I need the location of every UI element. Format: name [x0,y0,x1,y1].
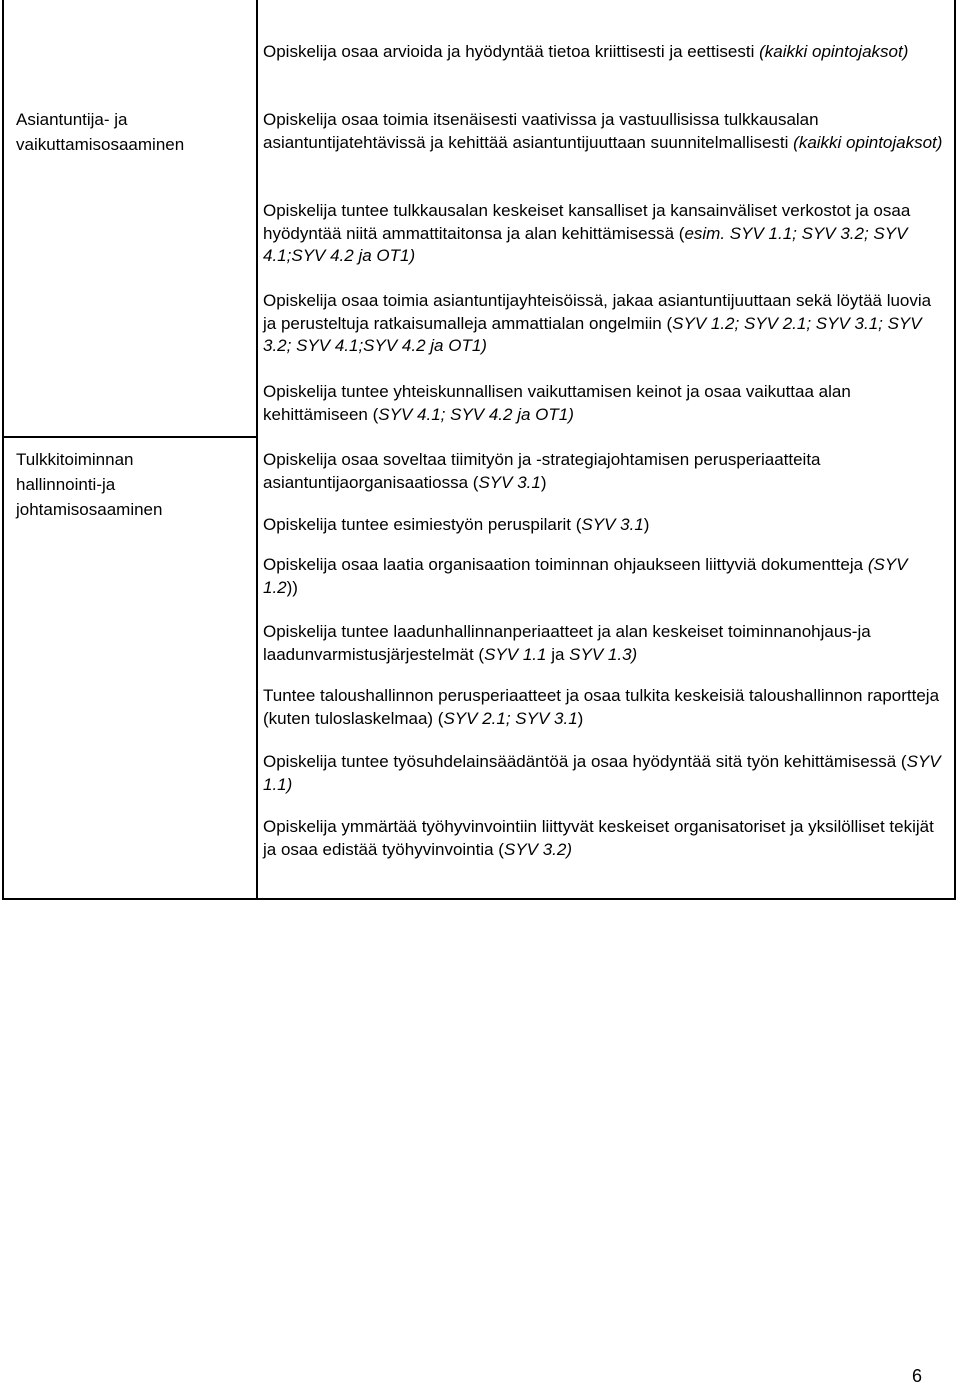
outcome-item [263,200,943,268]
outcome-text: Opiskelija tuntee työsuhdelainsäädäntöä ja osaa hyödyntää sitä työn kehittämisessä ( [263,752,907,771]
outcome-tail: ) [577,708,584,728]
outcome-text: Tuntee taloushallinnon perusperiaatteet ja osaa tulkita keskeisiä taloushallinnon raportteja (kuten tuloslaskelmaa) ( [263,686,940,728]
outcome-item [263,449,943,494]
row-label-line: vaikuttamisosaaminen [16,135,185,154]
outcome-item [263,109,943,154]
outcome-text: ja [546,644,570,664]
row-label-line: Asiantuntija- ja [16,110,128,129]
row-label-line: hallinnointi-ja [16,475,116,494]
outcome-text: Opiskelija tuntee esimiestyön peruspilarit ( [263,515,582,534]
row-divider [4,436,256,438]
outcome-item [263,751,943,796]
outcome-reference: SYV 3.1 [478,472,541,492]
outcome-text: Opiskelija osaa arvioida ja hyödyntää tietoa kriittisesti ja eettisesti [263,42,760,61]
outcome-text: Opiskelija osaa laatia organisaation toiminnan ohjaukseen liittyviä dokumentteja [263,555,868,574]
row-label-line: johtamisosaaminen [16,500,163,519]
column-divider [256,0,258,898]
outcome-reference: SYV 1.1 [484,644,547,664]
outcome-item [263,41,943,64]
outcome-item [263,381,943,426]
outcome-reference: SYV 3.2) [503,839,573,859]
page-number: 6 [912,1366,923,1386]
outcome-text: Opiskelija osaa toimia itsenäisesti vaativissa ja vastuullisissa tulkkausalan asiantuntijatehtävissä ja kehittää asiantuntijuuttaan suunnitelmallisesti [263,110,819,152]
outcome-reference: (kaikki opintojaksot) [793,132,943,152]
outcome-reference: SYV 3.1 [581,515,644,534]
row-label-line: Tulkkitoiminnan [16,450,134,469]
outcome-item [263,290,943,358]
outcome-item [263,621,943,666]
outcome-item [263,514,943,537]
row-label-tulkkitoiminta [16,447,162,522]
outcome-text: Opiskelija tuntee laadunhallinnanperiaatteet ja alan keskeiset toiminnanohjaus-ja laadunvarmistusjärjestelmät ( [263,622,871,664]
outcome-item [263,554,943,599]
outcome-reference: (SYV 1.2 [263,555,908,597]
outcome-reference: esim. SYV 1.1; SYV 3.2; SYV 4.1;SYV 4.2 ja OT1) [263,223,908,265]
outcome-tail: )) [286,577,298,597]
outcome-text: Opiskelija osaa soveltaa tiimityön ja -strategiajohtamisen perusperiaatteita asiantuntijaorganisaatiossa ( [263,450,821,492]
outcome-item [263,685,943,730]
outcome-text: Opiskelija tuntee tulkkausalan keskeiset kansalliset ja kansainväliset verkostot ja osaa hyödyntää niitä ammattitaitonsa ja alan kehittämisessä ( [263,201,911,243]
outcome-reference: SYV 2.1; SYV 3.1 [443,708,578,728]
outcome-reference: (kaikki opintojaksot) [759,42,909,61]
outcome-text: Opiskelija osaa toimia asiantuntijayhteisöissä, jakaa asiantuntijuuttaan sekä löytää luovia ja perusteltuja ratkaisumalleja ammattialan ongelmiin ( [263,291,932,333]
row-label-asiantuntija [16,107,184,157]
outcome-reference: SYV 1.3) [569,644,638,664]
outcome-text: Opiskelija ymmärtää työhyvinvointiin liittyvät keskeiset organisatoriset ja yksilölliset tekijät ja osaa edistää työhyvinvointia ( [263,817,934,859]
outcome-reference: SYV 4.1; SYV 4.2 ja OT1) [378,404,574,424]
outcome-reference: SYV 1.2; SYV 2.1; SYV 3.1; SYV 3.2; SYV 4.1;SYV 4.2 ja OT1) [263,313,922,355]
outcome-tail: ) [643,515,650,534]
outcome-reference: SYV 1.1) [263,752,941,794]
outcome-tail: ) [540,472,547,492]
outcome-text: Opiskelija tuntee yhteiskunnallisen vaikuttamisen keinot ja osaa vaikuttaa alan kehittämiseen ( [263,382,851,424]
outcome-item [263,816,943,861]
